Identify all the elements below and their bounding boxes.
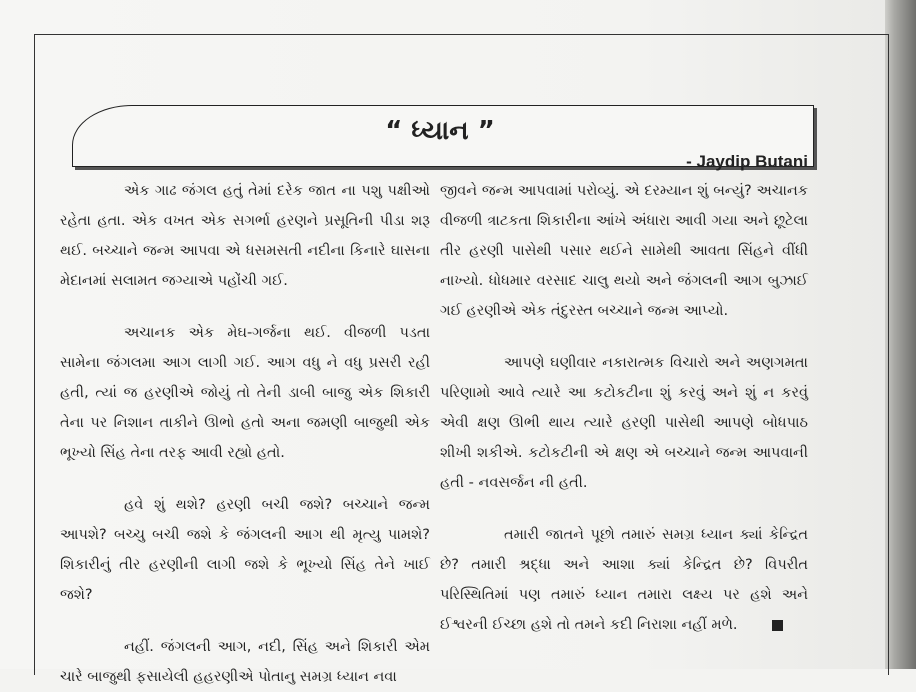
end-of-article-mark xyxy=(772,620,783,631)
paragraph: જીવને જન્મ આપવામાં પરોવ્યું. એ દરમ્યાન શું બન્યું? અચાનક વીજળી ત્રાટકતા શિકારીના આંખે અંધારા આવી ગયા અને છૂટેલા તીર હરણી પાસેથી પસાર થઈને સામેથી આવતા સિંહને વીંધી નાખ્યો. ધોધમાર વરસાદ ચાલુ થયો અને જંગલની આગ બુઝાઈ ગઈ હરણીએ એક તંદુરસ્ત બચ્ચાને જન્મ આપ્યો. xyxy=(440,183,808,319)
paragraph: એક ગાઢ જંગલ હતું તેમાં દરેક જાત ના પશુ પક્ષીઓ રહેતા હતા. એક વખત એક સગર્ભા હરણને પ્રસૂતિની પીડા શરૂ થઈ. બચ્ચાને જન્મ આપવા એ ધસમસતી નદીના કિનારે ઘાસના મેદાનમાં સલામત જગ્યાએ પહોંચી ગઈ. xyxy=(60,183,430,289)
paragraph: હવે શું થશે? હરણી બચી જશે? બચ્ચાને જન્મ આપશે? બચ્ચુ બચી જશે કે જંગલની આગ થી મૃત્યુ પામશે? શિકારીનું તીર હરણીની લાગી જશે કે ભૂખ્યો સિંહ તેને ખાઈ જશે? xyxy=(60,497,430,603)
paragraph-text: તમારી જાતને પૂછો તમારું સમગ્ર ધ્યાન ક્યાં કેન્દ્રિત છે? તમારી શ્રદ્ધા અને આશા ક્યાં કેન્દ્રિત છે? વિપરીત પરિસ્થિતિમાં પણ તમારું ધ્યાન તમારા લક્ષ્ય પર હશે અને ઈશ્વરની ઈચ્છા હશે તો તમને કદી નિરાશા નહીં મળે. xyxy=(440,527,808,633)
article-title: “ ધ્યાન ” xyxy=(385,116,495,146)
paragraph: આપણે ઘણીવાર નકારાત્મક વિચારો અને અણગમતા પરિણામો આવે ત્યારે આ કટોકટીના શું કરવું અને શું ન કરવું એવી ક્ષણ ઊભી થાય ત્યારે હરણી પાસેથી આપણે બોધપાઠ શીખી શકીએ. કટોકટીની એ ક્ષણ એ બચ્ચાને જન્મ આપવાની હતી - નવસર્જન ની હતી. xyxy=(440,355,808,491)
left-column xyxy=(60,176,430,692)
page-edge-shadow xyxy=(885,0,916,669)
article-author: - Jaydip Butani xyxy=(686,152,808,171)
right-column xyxy=(440,176,808,640)
paragraph: નહીં. જંગલની આગ, નદી, સિંહ અને શિકારી એમ ચારે બાજુથી ફસાયેલી હહરણીએ પોતાનુ સમગ્ર ધ્યાન નવા xyxy=(60,639,430,685)
paragraph xyxy=(440,520,808,640)
paragraph: અચાનક એક મેઘ-ગર્જના થઈ. વીજળી પડતા સામેના જંગલમા આગ લાગી ગઈ. આગ વધુ ને વધુ પ્રસરી રહી હતી, ત્યાં જ હરણીએ જોયું તો તેની ડાબી બાજુ એક શિકારી તેના પર નિશાન તાકીને ઊભો હતો અના જમણી બાજુથી એક ભૂખ્યો સિંહ તેના તરફ આવી રહ્યો હતો. xyxy=(60,325,430,461)
